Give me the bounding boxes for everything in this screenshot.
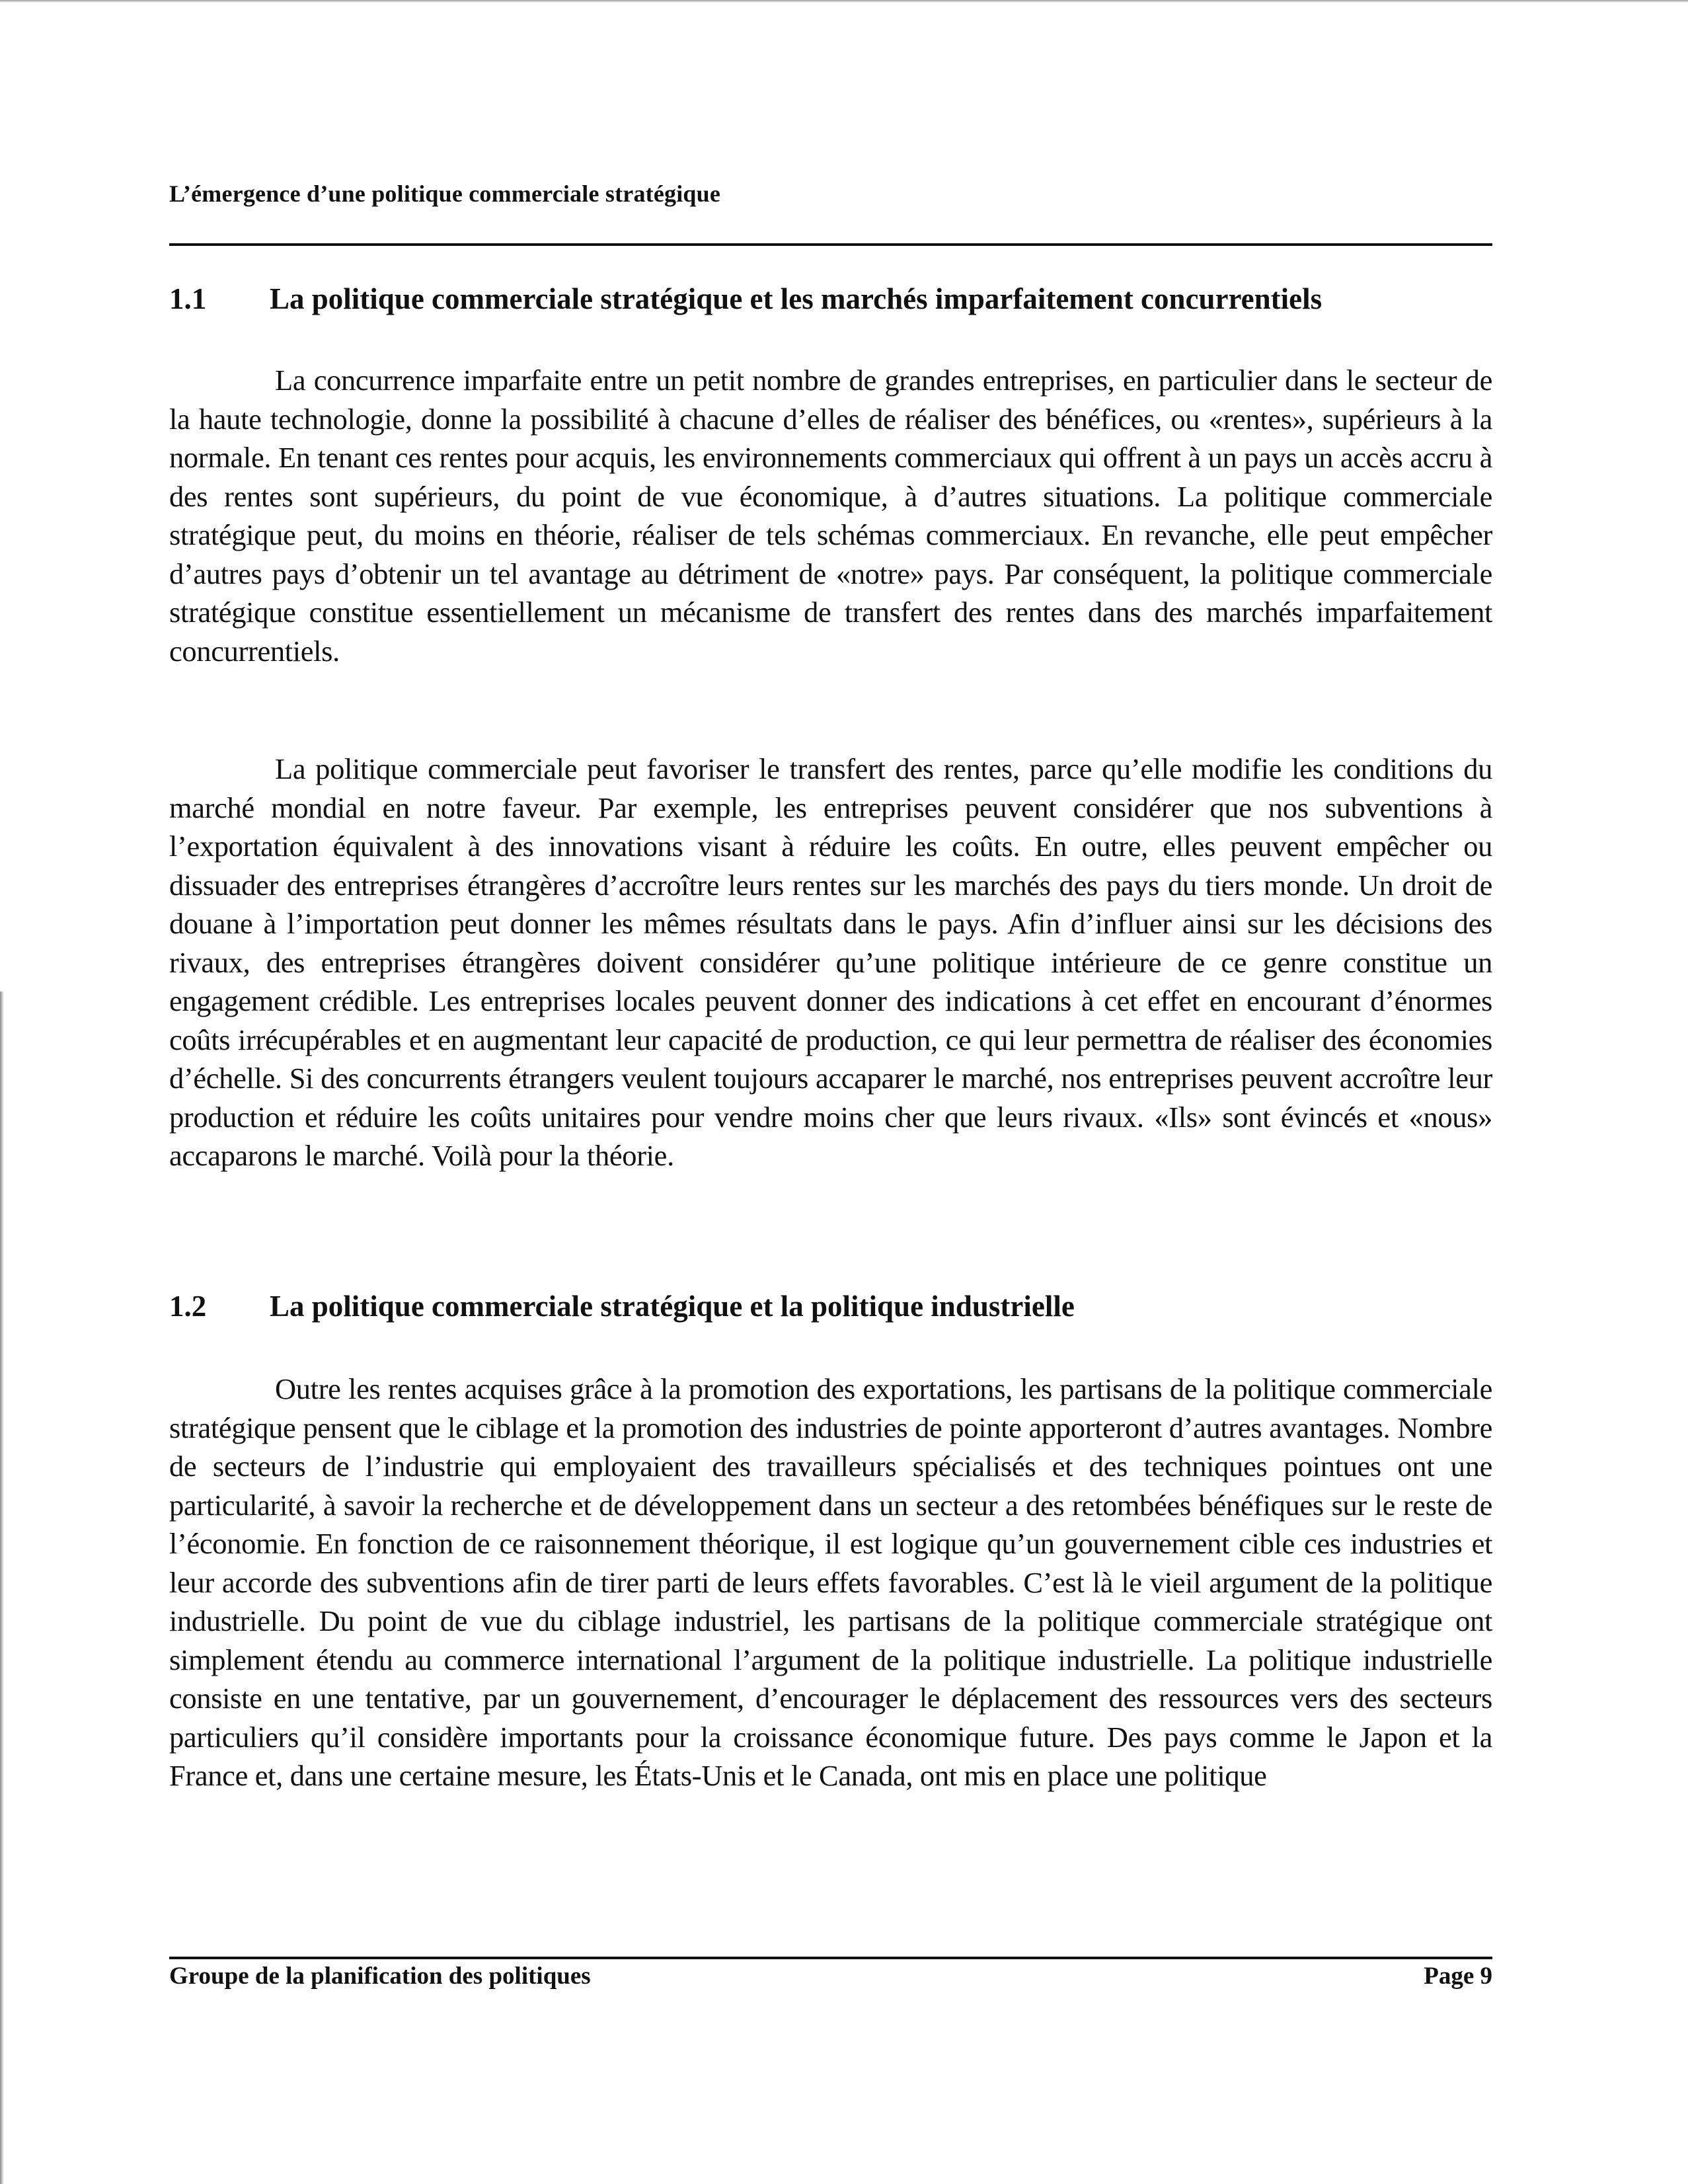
- scan-left-edge: [0, 992, 4, 2184]
- section-heading-1-1: [169, 282, 1322, 316]
- section-heading-1-2: [169, 1289, 1075, 1323]
- footer-organization: Groupe de la planification des politiques: [169, 1963, 591, 1990]
- page-number: Page 9: [1424, 1963, 1492, 1990]
- section-number: 1.1: [169, 282, 207, 315]
- footer-rule: [169, 1957, 1492, 1959]
- running-header: L’émergence d’une politique commerciale stratégique: [169, 180, 721, 207]
- paragraph-2: La politique commerciale peut favoriser le transfert des rentes, parce qu’elle modifie les conditions du marché mondial en notre faveur. Par exemple, les entreprises peuvent considérer que nos subventions à l’exportation équivalent à des innovations visant à réduire les coûts. En outre, elles peuvent empêcher ou dissuader des entreprises étrangères d’accroître leurs rentes sur les marchés des pays du tiers monde. Un droit de douane à l’importation peut donner les mêmes résultats dans le pays. Afin d’influer ainsi sur les décisions des rivaux, des entreprises étrangères doivent considérer qu’une politique intérieure de ce genre constitue un engagement crédible. Les entreprises locales peuvent donner des indications à cet effet en encourant d’énormes coûts irrécupérables et en augmentant leur capacité de production, ce qui leur permettra de réaliser des économies d’échelle. Si des concurrents étrangers veulent toujours accaparer le marché, nos entreprises peuvent accroître leur production et réduire les coûts unitaires pour vendre moins cher que leurs rivaux. «Ils» sont évincés et «nous» accaparons le marché. Voilà pour la théorie.: [169, 752, 1492, 1172]
- scan-top-edge: [0, 0, 1688, 3]
- paragraph-3: Outre les rentes acquises grâce à la promotion des exportations, les partisans de la politique commerciale stratégique pensent que le ciblage et la promotion des industries de pointe apporteront d’autres avantages. Nombre de secteurs de l’industrie qui employaient des travailleurs spécialisés et des techniques pointues ont une particularité, à savoir la recherche et de développement dans un secteur a des retombées bénéfiques sur le reste de l’économie. En fonction de ce raisonnement théorique, il est logique qu’un gouvernement cible ces industries et leur accorde des subventions afin de tirer parti de leurs effets favorables. C’est là le vieil argument de la politique industrielle. Du point de vue du ciblage industriel, les partisans de la politique commerciale stratégique ont simplement étendu au commerce international l’argument de la politique industrielle. La politique industrielle consiste en une tentative, par un gouvernement, d’encourager le déplacement des ressources vers des secteurs particuliers qu’il considère importants pour la croissance économique future. Des pays comme le Japon et la France et, dans une certaine mesure, les États-Unis et le Canada, ont mis en place une politique: [169, 1372, 1492, 1792]
- section-title: La politique commerciale stratégique et les marchés imparfaitement concurrentiels: [270, 282, 1323, 315]
- paragraph-1: La concurrence imparfaite entre un petit nombre de grandes entreprises, en particulier dans le secteur de la haute technologie, donne la possibilité à chacune d’elles de réaliser des bénéfices, ou «rentes», supérieurs à la normale. En tenant ces rentes pour acquis, les environnements commerciaux qui offrent à un pays un accès accru à des rentes sont supérieurs, du point de vue économique, à d’autres situations. La politique commerciale stratégique peut, du moins en théorie, réaliser de tels schémas commerciaux. En revanche, elle peut empêcher d’autres pays d’obtenir un tel avantage au détriment de «notre» pays. Par conséquent, la politique commerciale stratégique constitue essentiellement un mécanisme de transfert des rentes dans des marchés imparfaitement concurrentiels.: [169, 364, 1492, 668]
- section-title: La politique commerciale stratégique et la politique industrielle: [270, 1290, 1075, 1323]
- section-number: 1.2: [169, 1290, 207, 1323]
- header-rule: [169, 243, 1492, 246]
